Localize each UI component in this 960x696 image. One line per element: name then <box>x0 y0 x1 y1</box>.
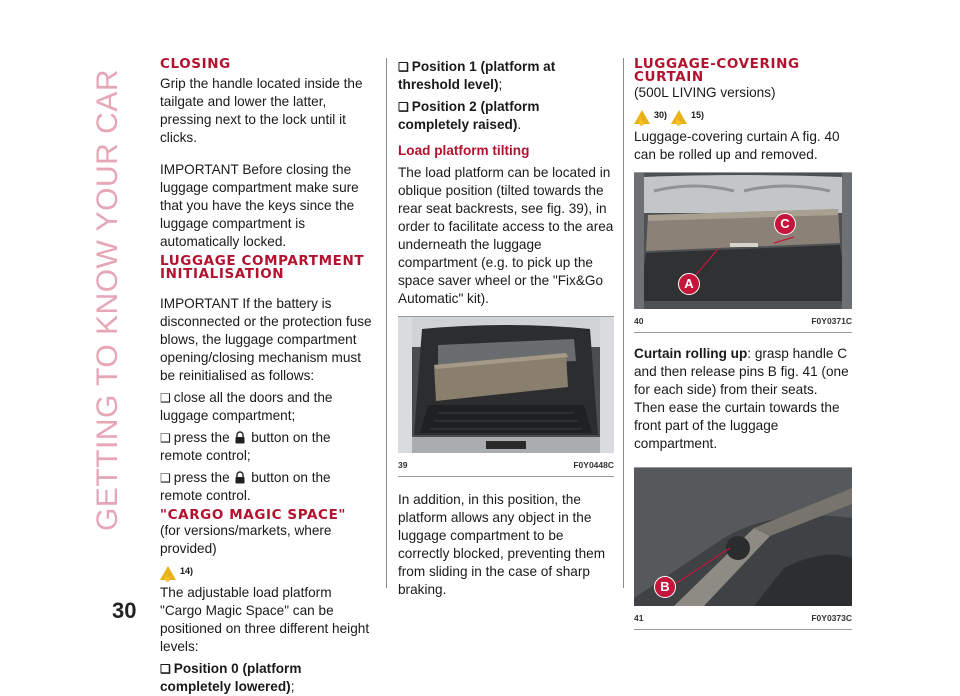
column-divider <box>386 58 387 588</box>
page-number: 30 <box>112 598 137 623</box>
figure-code: F0Y0373C <box>811 613 852 623</box>
figure-number: 39 <box>398 460 408 470</box>
tilt-heading: Load platform tilting <box>398 143 530 158</box>
init-step-1: ❑ close all the doors and the luggage compartment; <box>160 389 376 425</box>
figure-number: 41 <box>634 613 644 623</box>
column-left <box>160 58 376 696</box>
column-right <box>634 58 852 630</box>
column-middle <box>398 58 614 599</box>
closing-heading: CLOSING <box>160 56 231 72</box>
warning-icon <box>671 110 687 124</box>
figure-41-image <box>634 468 852 606</box>
figure-40 <box>634 172 852 333</box>
important-note: IMPORTANT Before closing the luggage compartment make sure that you have the keys since the luggage compartment is automatically locked. <box>160 162 359 249</box>
curtain-heading: LUGGAGE-COVERING CURTAIN <box>634 56 800 85</box>
tilt-text: The load platform can be located in oblique position (tilted towards the rear seat backrests, see fig. 39), in order to facilitate access to the area underneath the luggage compartment (e.g. to pick up the space saver wheel or the "Fix&Go Automatic" kit). <box>398 165 614 306</box>
position-0: ❑ Position 0 (platform completely lowered); <box>160 660 376 696</box>
curtain-subheading: (500L LIVING versions) <box>634 85 776 100</box>
cargo-text: The adjustable load platform "Cargo Magic Space" can be positioned on three different height levels: <box>160 585 370 654</box>
init-text: IMPORTANT If the battery is disconnected or the protection fuse blows, the luggage compartment opening/closing mechanism must be reinitialised as follows: <box>160 296 372 383</box>
warning-icon <box>634 110 650 124</box>
cargo-subheading: (for versions/markets, where provided) <box>160 523 332 556</box>
callout-c: C <box>774 213 796 235</box>
callout-b: B <box>654 576 676 598</box>
position-2: ❑ Position 2 (platform completely raised). <box>398 98 614 134</box>
lock-icon <box>235 471 245 484</box>
init-step-2: ❑ press the button on the remote control; <box>160 429 376 465</box>
figure-41 <box>634 467 852 630</box>
callout-a: A <box>678 273 700 295</box>
figure-40-image <box>634 173 852 309</box>
column-divider <box>623 58 624 588</box>
warning-reference: ✋ 30) ✋ 15) <box>634 102 852 124</box>
figure-code: F0Y0371C <box>811 316 852 326</box>
init-heading: LUGGAGE COMPARTMENT INITIALISATION <box>160 253 365 282</box>
position-1: ❑ Position 1 (platform at threshold level); <box>398 58 614 94</box>
figure-39 <box>398 316 614 477</box>
warning-reference: ✋ 14) <box>160 558 376 580</box>
rolling-text: Curtain rolling up: grasp handle C and then release pins B fig. 41 (one for each side) from their seats. Then ease the curtain towards the front part of the luggage compartment. <box>634 346 849 451</box>
figure-number: 40 <box>634 316 644 326</box>
cargo-heading: "CARGO MAGIC SPACE" <box>160 507 347 523</box>
lock-icon <box>235 431 245 444</box>
warning-icon <box>160 566 176 580</box>
closing-text: Grip the handle located inside the tailgate and lower the latter, pressing next to the lock until it clicks. <box>160 76 363 145</box>
figure-code: F0Y0448C <box>573 460 614 470</box>
curtain-text: Luggage-covering curtain A fig. 40 can be rolled up and removed. <box>634 129 840 162</box>
after-figure-text: In addition, in this position, the platform allows any object in the luggage compartment to be correctly blocked, preventing them from sliding in the case of sharp braking. <box>398 492 606 597</box>
figure-39-image <box>398 317 614 453</box>
init-step-3: ❑ press the button on the remote control. <box>160 469 376 505</box>
